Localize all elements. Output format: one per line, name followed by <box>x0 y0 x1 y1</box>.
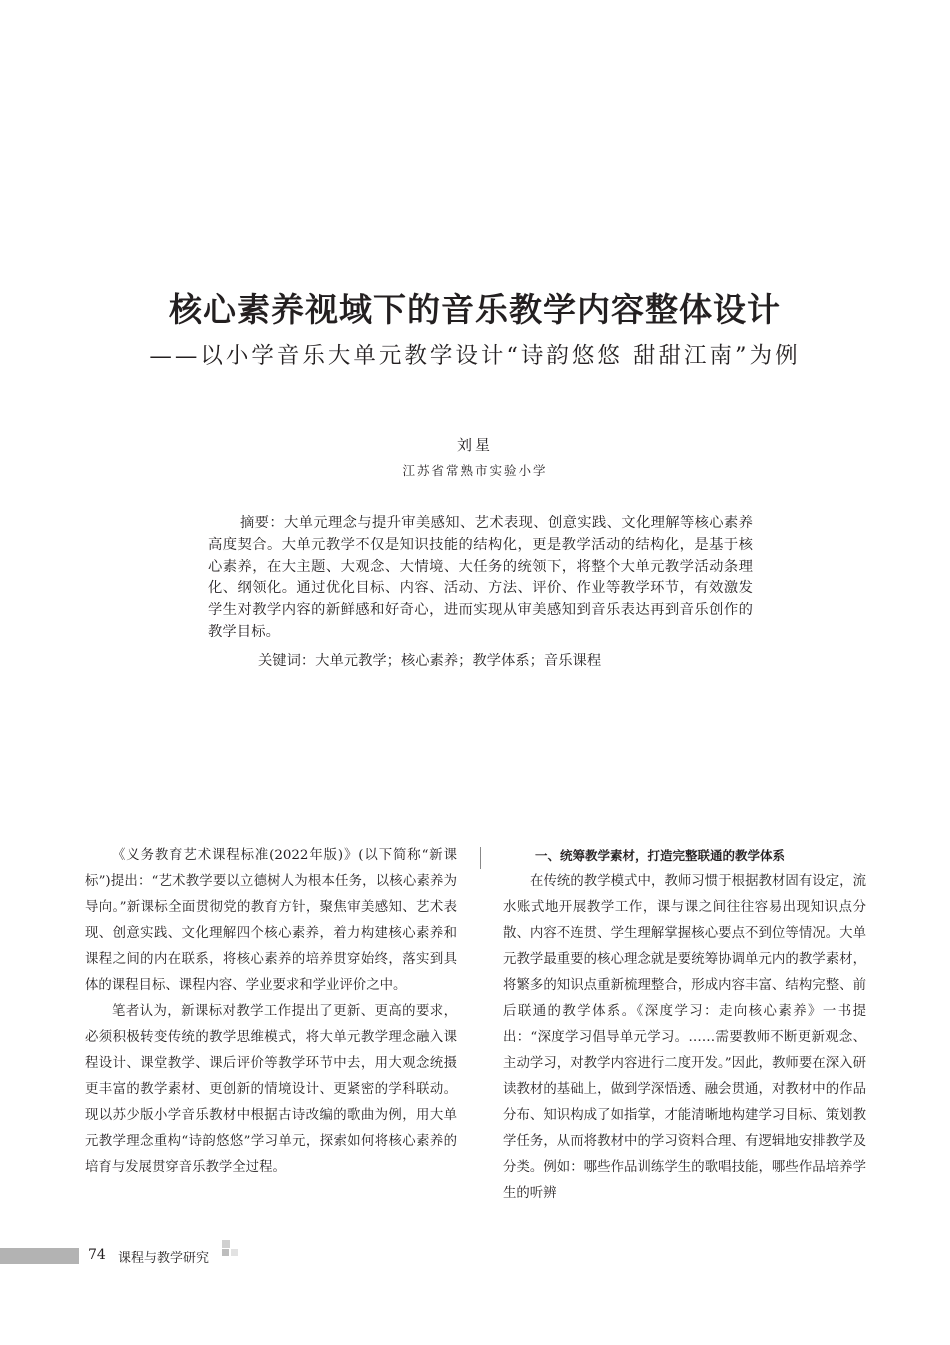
decorative-square <box>222 1240 230 1248</box>
journal-name: 课程与教学研究 <box>118 1251 210 1266</box>
decorative-square <box>231 1249 238 1256</box>
section-heading: 一、统筹教学素材，打造完整联通的教学体系 <box>535 848 786 863</box>
body-paragraph: 《义务教育艺术课程标准(2022年版)》(以下简称“新课标”)提出：“艺术教学要以立德树人为根本任务，以核心素养为导向。”新课标全面贯彻党的教育方针，聚焦审美感知、艺术表现、创意实践、文化理解四个核心素养，着力构建核心素养和课程之间的内在联系，将核心素养的培养贯穿始终，落实到具体的课程目标、课程内容、学业要求和学业评价之中。 <box>85 848 457 993</box>
page-number: 74 <box>88 1247 106 1263</box>
footer-bar <box>0 1248 79 1264</box>
author-name: 刘星 <box>456 436 493 454</box>
body-paragraph: 在传统的教学模式中，教师习惯于根据教材固有设定，流水账式地开展教学工作，课与课之间往往容易出现知识点分散、内容不连贯、学生理解掌握核心要点不到位等情况。大单元教学最重要的核心理念就是要统筹协调单元内的教学素材，将繁多的知识点重新梳理整合，形成内容丰富、结构完整、前后联通的教学体系。《深度学习：走向核心素养》一书提出：“深度学习倡导单元学习。……需要教师不断更新观念、主动学习，对教学内容进行二度开发。”因此，教师要在深入研读教材的基础上，做到学深悟透、融会贯通，对教材中的作品分布、知识构成了如指掌，才能清晰地构建学习目标、策划教学任务，从而将教材中的学习资料合理、有逻辑地安排教学及分类。例如：哪些作品训练学生的歌唱技能，哪些作品培养学生的听辨 <box>503 874 866 1201</box>
decorative-square <box>222 1249 229 1256</box>
article-title: 核心素养视域下的音乐教学内容整体设计 <box>169 290 781 329</box>
abstract-text: 摘要：大单元理念与提升审美感知、艺术表现、创意实践、文化理解等核心素养高度契合。大单元教学不仅是知识技能的结构化，更是教学活动的结构化，是基于核心素养，在大主题、大观念、大情境、大任务的统领下，将整个大单元教学活动条理化、纲领化。通过优化目标、内容、活动、方法、评价、作业等教学环节，有效激发学生对教学内容的新鲜感和好奇心，进而实现从审美感知到音乐表达再到音乐创作的教学目标。 <box>208 515 753 640</box>
right-column <box>503 843 866 1207</box>
article-subtitle: ——以小学音乐大单元教学设计“诗韵悠悠 甜甜江南”为例 <box>149 343 801 369</box>
author-affiliation: 江苏省常熟市实验小学 <box>402 463 548 478</box>
keywords: 关键词：大单元教学；核心素养；教学体系；音乐课程 <box>258 653 602 669</box>
body-paragraph: 笔者认为，新课标对教学工作提出了更新、更高的要求，必须积极转变传统的教学思维模式，将大单元教学理念融入课程设计、课堂教学、课后评价等教学环节中去，用大观念统摄更丰富的教学素材、更创新的情境设计、更紧密的学科联动。现以苏少版小学音乐教材中根据古诗改编的歌曲为例，用大单元教学理念重构“诗韵悠悠”学习单元，探索如何将核心素养的培育与发展贯穿音乐教学全过程。 <box>85 1004 457 1175</box>
abstract <box>208 513 753 644</box>
left-column <box>85 843 457 1181</box>
column-divider <box>480 847 481 869</box>
